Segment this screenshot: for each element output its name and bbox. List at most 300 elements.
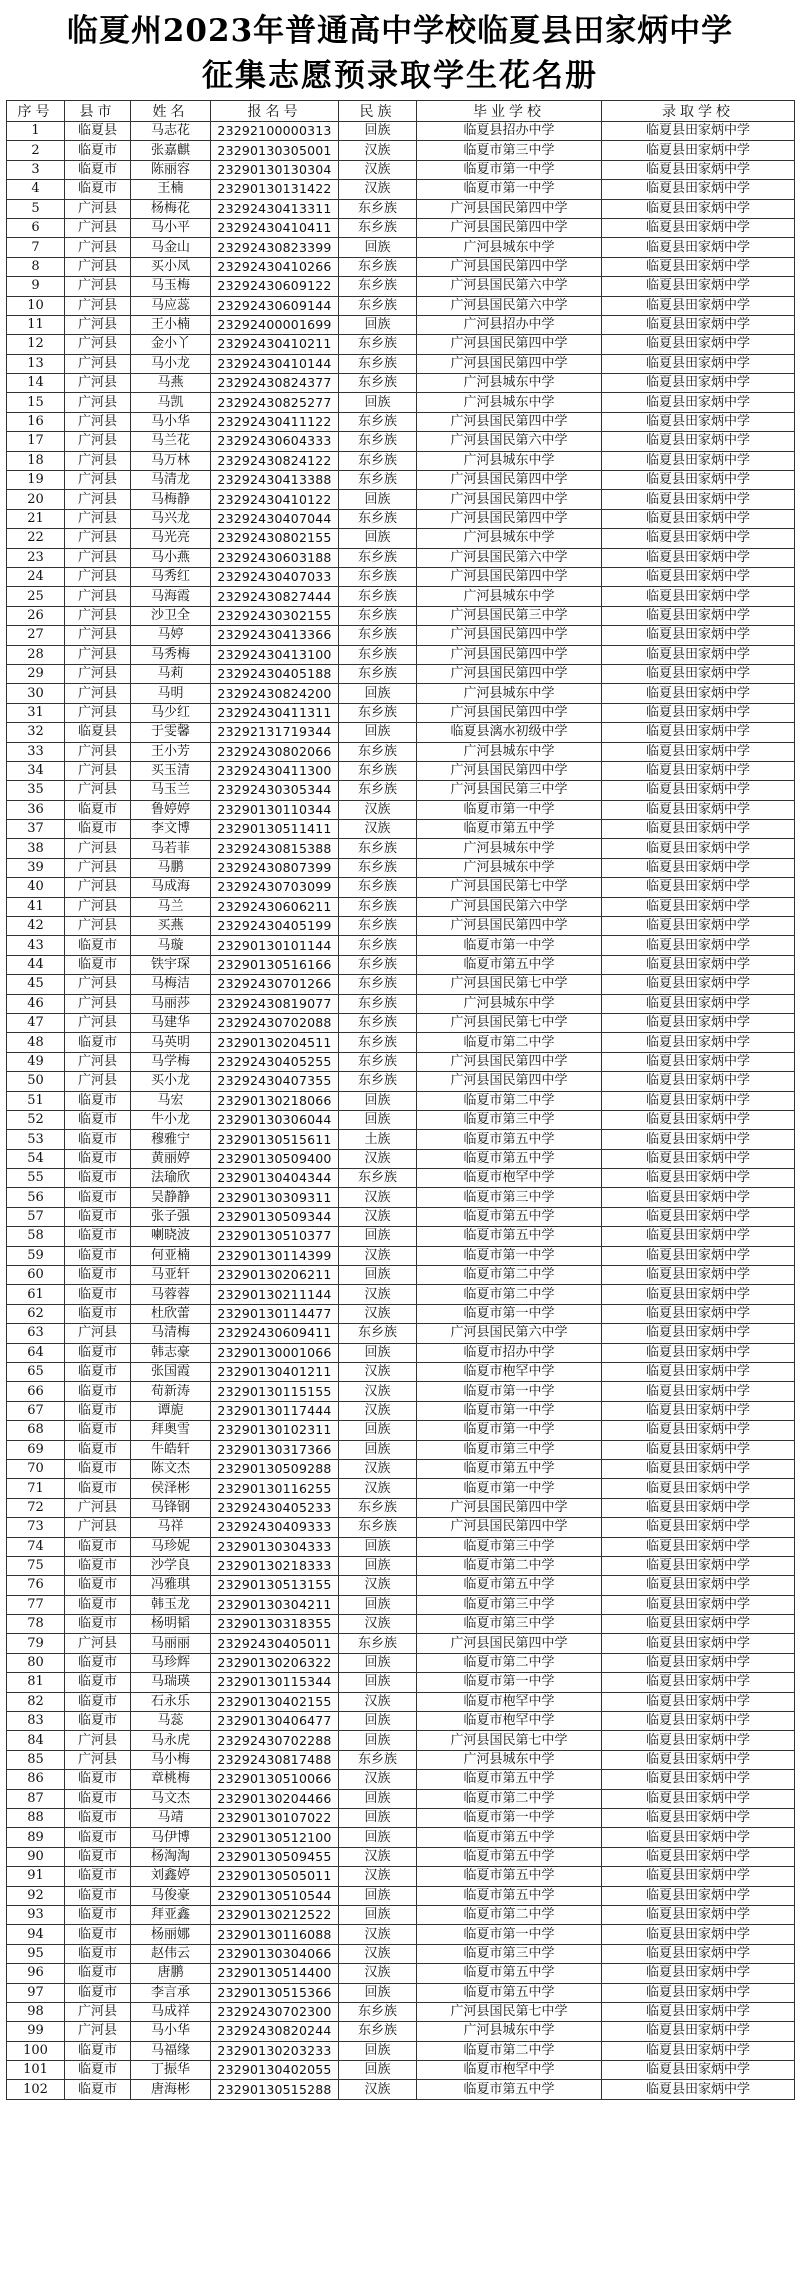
cell-index: 2 — [7, 141, 65, 160]
cell-graduated-school: 广河县国民第四中学 — [417, 412, 602, 431]
cell-graduated-school: 临夏市第三中学 — [417, 1615, 602, 1634]
cell-admitted-school: 临夏县田家炳中学 — [602, 1324, 795, 1343]
cell-admitted-school: 临夏县田家炳中学 — [602, 1886, 795, 1905]
cell-county: 广河县 — [65, 412, 131, 431]
table-row — [7, 1867, 795, 1886]
cell-name: 马婷 — [131, 626, 211, 645]
cell-name: 杨明韬 — [131, 1615, 211, 1634]
table-row — [7, 1750, 795, 1769]
cell-county: 广河县 — [65, 2022, 131, 2041]
table-row — [7, 587, 795, 606]
cell-admitted-school: 临夏县田家炳中学 — [602, 529, 795, 548]
cell-registration-number: 23290130304211 — [211, 1595, 339, 1614]
cell-admitted-school: 临夏县田家炳中学 — [602, 1440, 795, 1459]
table-row — [7, 1537, 795, 1556]
cell-admitted-school: 临夏县田家炳中学 — [602, 315, 795, 334]
cell-county: 广河县 — [65, 878, 131, 897]
cell-name: 马英明 — [131, 1033, 211, 1052]
cell-registration-number: 23292430609144 — [211, 296, 339, 315]
table-row — [7, 955, 795, 974]
cell-county: 广河县 — [65, 509, 131, 528]
cell-admitted-school: 临夏县田家炳中学 — [602, 1925, 795, 1944]
cell-ethnicity: 东乡族 — [339, 277, 417, 296]
cell-ethnicity: 东乡族 — [339, 878, 417, 897]
table-header-row — [7, 101, 795, 122]
cell-graduated-school: 广河县国民第四中学 — [417, 645, 602, 664]
cell-name: 马小梅 — [131, 1750, 211, 1769]
cell-registration-number: 23292430824377 — [211, 374, 339, 393]
cell-admitted-school: 临夏县田家炳中学 — [602, 1052, 795, 1071]
cell-graduated-school: 广河县国民第三中学 — [417, 606, 602, 625]
cell-ethnicity: 东乡族 — [339, 1634, 417, 1653]
cell-county: 广河县 — [65, 917, 131, 936]
table-row — [7, 742, 795, 761]
cell-name: 马兴龙 — [131, 509, 211, 528]
cell-registration-number: 23290130102311 — [211, 1421, 339, 1440]
cell-index: 14 — [7, 374, 65, 393]
cell-ethnicity: 土族 — [339, 1130, 417, 1149]
title-line-1: 临夏州2023年普通高中学校临夏县田家炳中学 — [66, 13, 734, 49]
cell-index: 19 — [7, 471, 65, 490]
cell-admitted-school: 临夏县田家炳中学 — [602, 858, 795, 877]
cell-ethnicity: 东乡族 — [339, 1052, 417, 1071]
cell-admitted-school: 临夏县田家炳中学 — [602, 761, 795, 780]
cell-registration-number: 23290130509344 — [211, 1207, 339, 1226]
cell-index: 102 — [7, 2080, 65, 2099]
cell-index: 23 — [7, 548, 65, 567]
table-row — [7, 1227, 795, 1246]
cell-ethnicity: 回族 — [339, 2061, 417, 2080]
cell-name: 王小芳 — [131, 742, 211, 761]
table-row — [7, 1886, 795, 1905]
cell-county: 临夏市 — [65, 1479, 131, 1498]
cell-name: 马金山 — [131, 238, 211, 257]
table-row — [7, 1285, 795, 1304]
table-row — [7, 296, 795, 315]
cell-county: 临夏市 — [65, 1382, 131, 1401]
table-row — [7, 2041, 795, 2060]
cell-county: 广河县 — [65, 199, 131, 218]
cell-registration-number: 23290130110344 — [211, 800, 339, 819]
cell-graduated-school: 广河县招办中学 — [417, 315, 602, 334]
cell-index: 17 — [7, 432, 65, 451]
cell-admitted-school: 临夏县田家炳中学 — [602, 296, 795, 315]
cell-registration-number: 23290130206211 — [211, 1266, 339, 1285]
cell-registration-number: 23290130513155 — [211, 1576, 339, 1595]
header-graduated-school: 毕业学校 — [417, 101, 602, 122]
cell-admitted-school: 临夏县田家炳中学 — [602, 412, 795, 431]
cell-registration-number: 23290130116088 — [211, 1925, 339, 1944]
cell-admitted-school: 临夏县田家炳中学 — [602, 839, 795, 858]
cell-admitted-school: 临夏县田家炳中学 — [602, 1905, 795, 1924]
table-row — [7, 1363, 795, 1382]
table-row — [7, 393, 795, 412]
cell-county: 临夏市 — [65, 1110, 131, 1129]
cell-admitted-school: 临夏县田家炳中学 — [602, 1692, 795, 1711]
cell-index: 96 — [7, 1964, 65, 1983]
cell-graduated-school: 临夏市第二中学 — [417, 1266, 602, 1285]
table-row — [7, 1401, 795, 1420]
cell-name: 黄丽婷 — [131, 1149, 211, 1168]
cell-ethnicity: 东乡族 — [339, 432, 417, 451]
cell-ethnicity: 汉族 — [339, 1149, 417, 1168]
cell-graduated-school: 临夏市第五中学 — [417, 1964, 602, 1983]
cell-index: 88 — [7, 1808, 65, 1827]
cell-county: 临夏市 — [65, 1886, 131, 1905]
cell-county: 广河县 — [65, 218, 131, 237]
cell-graduated-school: 广河县城东中学 — [417, 839, 602, 858]
cell-index: 62 — [7, 1304, 65, 1323]
cell-graduated-school: 临夏市第五中学 — [417, 1576, 602, 1595]
cell-graduated-school: 临夏市第五中学 — [417, 1828, 602, 1847]
cell-admitted-school: 临夏县田家炳中学 — [602, 1304, 795, 1323]
cell-admitted-school: 临夏县田家炳中学 — [602, 1576, 795, 1595]
cell-name: 马俊豪 — [131, 1886, 211, 1905]
table-row — [7, 781, 795, 800]
cell-index: 42 — [7, 917, 65, 936]
cell-ethnicity: 东乡族 — [339, 1033, 417, 1052]
cell-county: 临夏市 — [65, 1130, 131, 1149]
cell-graduated-school: 广河县城东中学 — [417, 1750, 602, 1769]
cell-name: 马兰花 — [131, 432, 211, 451]
table-row — [7, 1479, 795, 1498]
table-row — [7, 1847, 795, 1866]
cell-name: 荀新涛 — [131, 1382, 211, 1401]
cell-ethnicity: 回族 — [339, 1537, 417, 1556]
table-row — [7, 1673, 795, 1692]
cell-index: 13 — [7, 354, 65, 373]
cell-county: 广河县 — [65, 626, 131, 645]
cell-county: 临夏市 — [65, 1847, 131, 1866]
cell-admitted-school: 临夏县田家炳中学 — [602, 1770, 795, 1789]
cell-ethnicity: 回族 — [339, 1556, 417, 1575]
cell-admitted-school: 临夏县田家炳中学 — [602, 1343, 795, 1362]
table-row — [7, 1595, 795, 1614]
cell-admitted-school: 临夏县田家炳中学 — [602, 897, 795, 916]
cell-county: 临夏市 — [65, 1285, 131, 1304]
cell-ethnicity: 东乡族 — [339, 354, 417, 373]
cell-ethnicity: 东乡族 — [339, 567, 417, 586]
cell-admitted-school: 临夏县田家炳中学 — [602, 1964, 795, 1983]
cell-index: 21 — [7, 509, 65, 528]
cell-graduated-school: 广河县国民第四中学 — [417, 664, 602, 683]
table-row — [7, 277, 795, 296]
cell-graduated-school: 广河县国民第七中学 — [417, 878, 602, 897]
cell-graduated-school: 临夏市第二中学 — [417, 1091, 602, 1110]
cell-county: 临夏市 — [65, 1653, 131, 1672]
cell-county: 临夏市 — [65, 1673, 131, 1692]
cell-name: 马丽丽 — [131, 1634, 211, 1653]
cell-graduated-school: 临夏县招办中学 — [417, 122, 602, 141]
table-row — [7, 374, 795, 393]
cell-registration-number: 23292430823399 — [211, 238, 339, 257]
cell-name: 丁振华 — [131, 2061, 211, 2080]
cell-registration-number: 23290130509455 — [211, 1847, 339, 1866]
cell-graduated-school: 广河县国民第四中学 — [417, 1634, 602, 1653]
cell-name: 马建华 — [131, 1013, 211, 1032]
cell-registration-number: 23292430409333 — [211, 1518, 339, 1537]
cell-registration-number: 23290130131422 — [211, 180, 339, 199]
cell-ethnicity: 回族 — [339, 1712, 417, 1731]
table-row — [7, 1518, 795, 1537]
cell-registration-number: 23290130505011 — [211, 1867, 339, 1886]
cell-county: 临夏市 — [65, 1867, 131, 1886]
table-row — [7, 1072, 795, 1091]
cell-registration-number: 23290130218333 — [211, 1556, 339, 1575]
cell-admitted-school: 临夏县田家炳中学 — [602, 645, 795, 664]
table-row — [7, 2002, 795, 2021]
cell-admitted-school: 临夏县田家炳中学 — [602, 1363, 795, 1382]
cell-admitted-school: 临夏县田家炳中学 — [602, 1867, 795, 1886]
cell-graduated-school: 广河县国民第六中学 — [417, 548, 602, 567]
table-row — [7, 1615, 795, 1634]
cell-county: 广河县 — [65, 975, 131, 994]
cell-registration-number: 23290130510544 — [211, 1886, 339, 1905]
cell-registration-number: 23292430824200 — [211, 684, 339, 703]
cell-index: 92 — [7, 1886, 65, 1905]
cell-registration-number: 23290130115155 — [211, 1382, 339, 1401]
cell-county: 广河县 — [65, 645, 131, 664]
cell-admitted-school: 临夏县田家炳中学 — [602, 917, 795, 936]
cell-graduated-school: 临夏县漓水初级中学 — [417, 723, 602, 742]
cell-ethnicity: 东乡族 — [339, 936, 417, 955]
cell-graduated-school: 临夏市枹罕中学 — [417, 1712, 602, 1731]
cell-registration-number: 23290130115344 — [211, 1673, 339, 1692]
cell-graduated-school: 临夏市第五中学 — [417, 1867, 602, 1886]
cell-index: 16 — [7, 412, 65, 431]
cell-registration-number: 23290130305001 — [211, 141, 339, 160]
cell-index: 41 — [7, 897, 65, 916]
cell-ethnicity: 东乡族 — [339, 335, 417, 354]
header-admitted-school: 录取学校 — [602, 101, 795, 122]
cell-graduated-school: 临夏市第三中学 — [417, 1595, 602, 1614]
cell-index: 5 — [7, 199, 65, 218]
cell-ethnicity: 东乡族 — [339, 2002, 417, 2021]
cell-county: 广河县 — [65, 548, 131, 567]
cell-admitted-school: 临夏县田家炳中学 — [602, 684, 795, 703]
cell-ethnicity: 东乡族 — [339, 761, 417, 780]
table-row — [7, 509, 795, 528]
cell-ethnicity: 东乡族 — [339, 917, 417, 936]
cell-graduated-school: 广河县城东中学 — [417, 684, 602, 703]
cell-registration-number: 23292430407355 — [211, 1072, 339, 1091]
cell-admitted-school: 临夏县田家炳中学 — [602, 257, 795, 276]
cell-county: 临夏市 — [65, 1246, 131, 1265]
cell-name: 马玉兰 — [131, 781, 211, 800]
cell-admitted-school: 临夏县田家炳中学 — [602, 2061, 795, 2080]
table-row — [7, 1013, 795, 1032]
table-row — [7, 1770, 795, 1789]
cell-index: 8 — [7, 257, 65, 276]
cell-graduated-school: 临夏市第一中学 — [417, 1382, 602, 1401]
cell-county: 临夏市 — [65, 1169, 131, 1188]
cell-ethnicity: 东乡族 — [339, 548, 417, 567]
cell-graduated-school: 广河县城东中学 — [417, 587, 602, 606]
cell-registration-number: 23292430609122 — [211, 277, 339, 296]
cell-name: 马海霞 — [131, 587, 211, 606]
cell-admitted-school: 临夏县田家炳中学 — [602, 878, 795, 897]
table-row — [7, 1498, 795, 1517]
cell-index: 86 — [7, 1770, 65, 1789]
cell-graduated-school: 广河县城东中学 — [417, 2022, 602, 2041]
table-row — [7, 994, 795, 1013]
cell-graduated-school: 临夏市第一中学 — [417, 1673, 602, 1692]
cell-county: 临夏市 — [65, 1459, 131, 1478]
cell-index: 18 — [7, 451, 65, 470]
cell-index: 60 — [7, 1266, 65, 1285]
cell-ethnicity: 汉族 — [339, 1401, 417, 1420]
cell-county: 临夏市 — [65, 1537, 131, 1556]
cell-graduated-school: 临夏市第三中学 — [417, 1110, 602, 1129]
cell-registration-number: 23292430405011 — [211, 1634, 339, 1653]
cell-name: 谭旎 — [131, 1401, 211, 1420]
cell-ethnicity: 东乡族 — [339, 471, 417, 490]
cell-admitted-school: 临夏县田家炳中学 — [602, 1130, 795, 1149]
cell-county: 广河县 — [65, 761, 131, 780]
cell-ethnicity: 汉族 — [339, 160, 417, 179]
cell-index: 55 — [7, 1169, 65, 1188]
cell-registration-number: 23292430609411 — [211, 1324, 339, 1343]
cell-graduated-school: 临夏市第一中学 — [417, 1925, 602, 1944]
cell-ethnicity: 汉族 — [339, 1944, 417, 1963]
cell-admitted-school: 临夏县田家炳中学 — [602, 1382, 795, 1401]
cell-index: 56 — [7, 1188, 65, 1207]
cell-admitted-school: 临夏县田家炳中学 — [602, 1808, 795, 1827]
cell-graduated-school: 临夏市第五中学 — [417, 1459, 602, 1478]
table-row — [7, 1653, 795, 1672]
cell-graduated-school: 广河县城东中学 — [417, 393, 602, 412]
cell-registration-number: 23290130509288 — [211, 1459, 339, 1478]
document-title — [6, 0, 794, 98]
cell-index: 76 — [7, 1576, 65, 1595]
table-row — [7, 1169, 795, 1188]
cell-admitted-school: 临夏县田家炳中学 — [602, 1615, 795, 1634]
cell-county: 广河县 — [65, 277, 131, 296]
cell-index: 57 — [7, 1207, 65, 1226]
cell-admitted-school: 临夏县田家炳中学 — [602, 567, 795, 586]
cell-index: 37 — [7, 820, 65, 839]
cell-county: 临夏市 — [65, 1304, 131, 1323]
cell-admitted-school: 临夏县田家炳中学 — [602, 1421, 795, 1440]
cell-graduated-school: 临夏市第二中学 — [417, 2041, 602, 2060]
cell-registration-number: 23290130512100 — [211, 1828, 339, 1847]
table-row — [7, 199, 795, 218]
cell-admitted-school: 临夏县田家炳中学 — [602, 393, 795, 412]
cell-ethnicity: 汉族 — [339, 1867, 417, 1886]
cell-ethnicity: 东乡族 — [339, 955, 417, 974]
cell-registration-number: 23292430405188 — [211, 664, 339, 683]
cell-ethnicity: 汉族 — [339, 180, 417, 199]
cell-name: 韩玉龙 — [131, 1595, 211, 1614]
cell-ethnicity: 东乡族 — [339, 587, 417, 606]
cell-graduated-school: 广河县国民第六中学 — [417, 1324, 602, 1343]
cell-county: 广河县 — [65, 1750, 131, 1769]
cell-ethnicity: 汉族 — [339, 1770, 417, 1789]
cell-index: 63 — [7, 1324, 65, 1343]
cell-ethnicity: 东乡族 — [339, 781, 417, 800]
header-name: 姓名 — [131, 101, 211, 122]
cell-graduated-school: 临夏市第三中学 — [417, 1188, 602, 1207]
cell-ethnicity: 汉族 — [339, 2080, 417, 2099]
cell-name: 张子强 — [131, 1207, 211, 1226]
cell-county: 临夏市 — [65, 1421, 131, 1440]
cell-ethnicity: 汉族 — [339, 1847, 417, 1866]
cell-graduated-school: 广河县国民第四中学 — [417, 490, 602, 509]
cell-graduated-school: 临夏市第二中学 — [417, 1285, 602, 1304]
cell-index: 51 — [7, 1091, 65, 1110]
cell-ethnicity: 回族 — [339, 684, 417, 703]
table-row — [7, 315, 795, 334]
cell-graduated-school: 广河县城东中学 — [417, 994, 602, 1013]
cell-ethnicity: 回族 — [339, 490, 417, 509]
cell-graduated-school: 临夏市第二中学 — [417, 1789, 602, 1808]
cell-name: 马丽莎 — [131, 994, 211, 1013]
cell-registration-number: 23290130130304 — [211, 160, 339, 179]
cell-graduated-school: 广河县城东中学 — [417, 374, 602, 393]
cell-name: 冯雅琪 — [131, 1576, 211, 1595]
cell-county: 广河县 — [65, 1731, 131, 1750]
cell-registration-number: 23290130318355 — [211, 1615, 339, 1634]
cell-registration-number: 23290130510066 — [211, 1770, 339, 1789]
cell-registration-number: 23290130218066 — [211, 1091, 339, 1110]
cell-ethnicity: 回族 — [339, 1595, 417, 1614]
cell-registration-number: 23292430410122 — [211, 490, 339, 509]
header-registration-number: 报名号 — [211, 101, 339, 122]
cell-graduated-school: 广河县国民第四中学 — [417, 1498, 602, 1517]
cell-ethnicity: 回族 — [339, 1266, 417, 1285]
cell-registration-number: 23292131719344 — [211, 723, 339, 742]
table-row — [7, 1266, 795, 1285]
cell-index: 53 — [7, 1130, 65, 1149]
cell-county: 临夏市 — [65, 1207, 131, 1226]
cell-registration-number: 23292430802066 — [211, 742, 339, 761]
cell-name: 马小华 — [131, 2022, 211, 2041]
cell-name: 章桃梅 — [131, 1770, 211, 1789]
cell-graduated-school: 临夏市第五中学 — [417, 2080, 602, 2099]
cell-index: 58 — [7, 1227, 65, 1246]
table-row — [7, 917, 795, 936]
cell-graduated-school: 广河县城东中学 — [417, 529, 602, 548]
cell-name: 王楠 — [131, 180, 211, 199]
cell-ethnicity: 汉族 — [339, 1188, 417, 1207]
cell-index: 84 — [7, 1731, 65, 1750]
cell-admitted-school: 临夏县田家炳中学 — [602, 141, 795, 160]
cell-name: 马小燕 — [131, 548, 211, 567]
cell-registration-number: 23292430413366 — [211, 626, 339, 645]
cell-county: 广河县 — [65, 1518, 131, 1537]
cell-name: 沙学良 — [131, 1556, 211, 1575]
cell-admitted-school: 临夏县田家炳中学 — [602, 1033, 795, 1052]
table-row — [7, 490, 795, 509]
cell-ethnicity: 东乡族 — [339, 1072, 417, 1091]
cell-name: 杨梅花 — [131, 199, 211, 218]
cell-name: 法瑜欣 — [131, 1169, 211, 1188]
cell-name: 马莉 — [131, 664, 211, 683]
cell-index: 15 — [7, 393, 65, 412]
cell-name: 杨丽娜 — [131, 1925, 211, 1944]
cell-index: 26 — [7, 606, 65, 625]
cell-graduated-school: 广河县国民第三中学 — [417, 781, 602, 800]
cell-name: 马蓉蓉 — [131, 1285, 211, 1304]
cell-ethnicity: 汉族 — [339, 1382, 417, 1401]
cell-graduated-school: 广河县国民第六中学 — [417, 277, 602, 296]
cell-graduated-school: 临夏市第一中学 — [417, 1421, 602, 1440]
table-body — [7, 122, 795, 2100]
cell-admitted-school: 临夏县田家炳中学 — [602, 975, 795, 994]
cell-index: 100 — [7, 2041, 65, 2060]
cell-index: 48 — [7, 1033, 65, 1052]
cell-name: 买小凤 — [131, 257, 211, 276]
